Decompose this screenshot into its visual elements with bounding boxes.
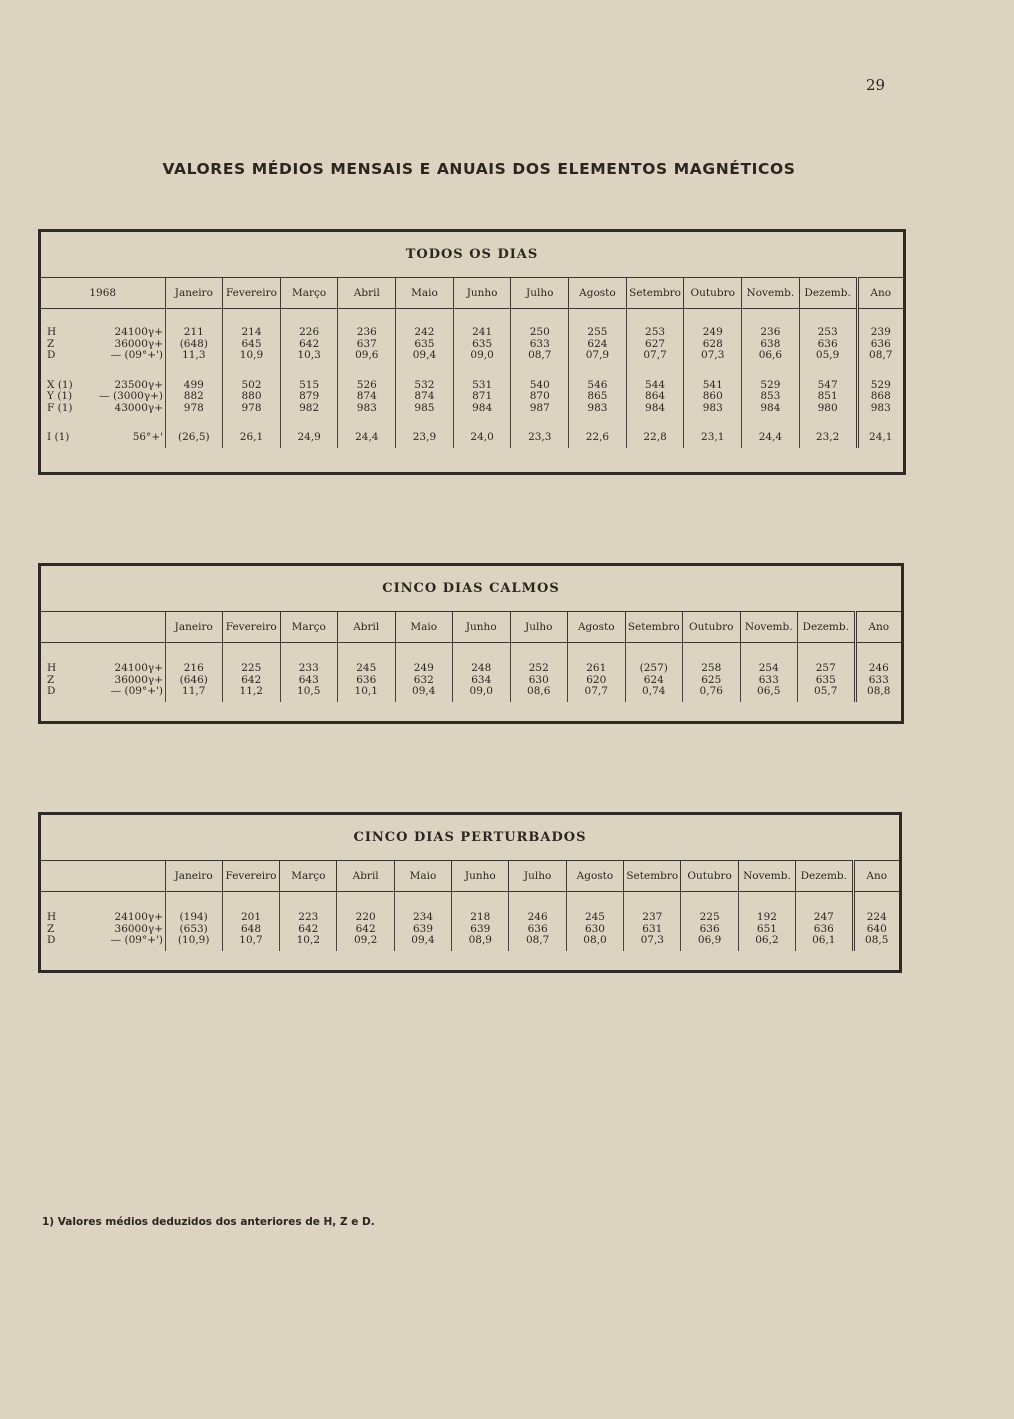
value-cell: 239 636 08,7 bbox=[857, 309, 903, 366]
value-cell: 250 633 08,7 bbox=[511, 309, 569, 366]
value-cell: 544 864 984 bbox=[626, 366, 684, 419]
value-cell: 211 (648) 11,3 bbox=[165, 309, 223, 366]
table-title: CINCO DIAS CALMOS bbox=[382, 581, 560, 596]
row-labels bbox=[41, 418, 165, 448]
month-header-row bbox=[41, 612, 901, 643]
row-labels bbox=[41, 366, 165, 419]
table-title: TODOS OS DIAS bbox=[405, 247, 539, 262]
data-group-i bbox=[41, 418, 903, 448]
value-cell: 242 635 09,4 bbox=[396, 309, 454, 366]
value-cell: 526 874 983 bbox=[338, 366, 396, 419]
element-labels: H Z D bbox=[47, 662, 57, 697]
month-header: Novemb. bbox=[738, 861, 795, 892]
value-cell: 201 648 10,7 bbox=[222, 892, 279, 951]
month-header: Dezemb. bbox=[799, 278, 857, 309]
month-header: Abril bbox=[338, 278, 396, 309]
month-header: Setembro bbox=[625, 612, 683, 643]
month-header: Fevereiro bbox=[223, 278, 281, 309]
value-cell: 23,2 bbox=[799, 418, 857, 448]
value-cell: (26,5) bbox=[165, 418, 223, 448]
month-header: Março bbox=[280, 612, 338, 643]
table-todos-os-dias bbox=[38, 229, 906, 475]
month-header: Outubro bbox=[681, 861, 738, 892]
page-number: 29 bbox=[866, 76, 886, 94]
element-labels: I (1) bbox=[47, 431, 70, 443]
month-header: Ano bbox=[855, 612, 901, 643]
value-cell: 546 865 983 bbox=[569, 366, 627, 419]
value-cell: 547 851 980 bbox=[799, 366, 857, 419]
value-cell: (194) (653) (10,9) bbox=[165, 892, 222, 951]
value-cell: 220 642 09,2 bbox=[337, 892, 394, 951]
value-cell: 24,9 bbox=[280, 418, 338, 448]
value-cell: 249 632 09,4 bbox=[395, 643, 453, 702]
month-header-row bbox=[41, 278, 903, 309]
data-group-hzd bbox=[41, 643, 901, 702]
value-cell: 26,1 bbox=[223, 418, 281, 448]
month-header: Julho bbox=[509, 861, 566, 892]
month-header: Março bbox=[280, 278, 338, 309]
month-header: Fevereiro bbox=[223, 612, 281, 643]
data-group-hzd bbox=[41, 892, 899, 951]
value-cell: 224 640 08,5 bbox=[853, 892, 899, 951]
value-cell: 218 639 08,9 bbox=[452, 892, 509, 951]
value-cell: 24,4 bbox=[742, 418, 800, 448]
month-header: Dezemb. bbox=[796, 861, 853, 892]
value-cell: 248 634 09,0 bbox=[453, 643, 511, 702]
month-header: Janeiro bbox=[165, 861, 222, 892]
month-header: Janeiro bbox=[165, 612, 223, 643]
month-header: Agosto bbox=[569, 278, 627, 309]
base-offsets: 23500γ+ — (3000γ+) 43000γ+ bbox=[99, 378, 163, 414]
month-header: Maio bbox=[396, 278, 454, 309]
month-header: Ano bbox=[857, 278, 903, 309]
value-cell: 252 630 08,6 bbox=[510, 643, 568, 702]
value-cell: 529 868 983 bbox=[857, 366, 903, 419]
row-labels bbox=[41, 892, 165, 951]
value-cell: 540 870 987 bbox=[511, 366, 569, 419]
value-cell: 237 631 07,3 bbox=[624, 892, 681, 951]
value-cell: 192 651 06,2 bbox=[738, 892, 795, 951]
value-cell: 247 636 06,1 bbox=[796, 892, 853, 951]
month-header: Maio bbox=[395, 612, 453, 643]
value-cell: 225 636 06,9 bbox=[681, 892, 738, 951]
base-offsets: 56°+' bbox=[132, 431, 163, 443]
value-cell: 245 636 10,1 bbox=[338, 643, 396, 702]
month-header: Julho bbox=[510, 612, 568, 643]
data-group-hzd bbox=[41, 309, 903, 366]
value-cell: 24,1 bbox=[857, 418, 903, 448]
value-cell: 261 620 07,7 bbox=[568, 643, 626, 702]
row-labels bbox=[41, 643, 165, 702]
value-cell: 216 (646) 11,7 bbox=[165, 643, 223, 702]
element-labels: H Z D bbox=[47, 326, 57, 361]
month-header: Junho bbox=[453, 612, 511, 643]
value-cell: 236 638 06,6 bbox=[742, 309, 800, 366]
value-cell: 249 628 07,3 bbox=[684, 309, 742, 366]
base-offsets: 24100γ+ 36000γ+ — (09°+') bbox=[110, 911, 163, 946]
value-cell: 234 639 09,4 bbox=[394, 892, 451, 951]
month-header: Novemb. bbox=[742, 278, 800, 309]
table-cinco-dias-perturbados bbox=[38, 812, 902, 973]
value-cell: 223 642 10,2 bbox=[280, 892, 337, 951]
value-cell: 233 643 10,5 bbox=[280, 643, 338, 702]
value-cell: 236 637 09,6 bbox=[338, 309, 396, 366]
year-cell: 1968 bbox=[41, 278, 165, 309]
month-header: Outubro bbox=[683, 612, 741, 643]
value-cell: 24,4 bbox=[338, 418, 396, 448]
data-grid bbox=[41, 277, 903, 448]
month-header: Dezemb. bbox=[798, 612, 856, 643]
value-cell: 515 879 982 bbox=[280, 366, 338, 419]
value-cell: 246 633 08,8 bbox=[855, 643, 901, 702]
value-cell: 541 860 983 bbox=[684, 366, 742, 419]
value-cell: 257 635 05,7 bbox=[798, 643, 856, 702]
value-cell: (257) 624 0,74 bbox=[625, 643, 683, 702]
month-header: Agosto bbox=[566, 861, 623, 892]
month-header-row bbox=[41, 861, 899, 892]
value-cell: 532 874 985 bbox=[396, 366, 454, 419]
year-cell bbox=[41, 612, 165, 643]
value-cell: 245 630 08,0 bbox=[566, 892, 623, 951]
month-header: Fevereiro bbox=[222, 861, 279, 892]
value-cell: 23,1 bbox=[684, 418, 742, 448]
table-cinco-dias-calmos bbox=[38, 563, 904, 724]
value-cell: 253 636 05,9 bbox=[799, 309, 857, 366]
month-header: Janeiro bbox=[165, 278, 223, 309]
page-title: VALORES MÉDIOS MENSAIS E ANUAIS DOS ELEMENTOS MAGNÉTICOS bbox=[162, 160, 796, 178]
value-cell: 22,6 bbox=[569, 418, 627, 448]
value-cell: 499 882 978 bbox=[165, 366, 223, 419]
value-cell: 23,9 bbox=[396, 418, 454, 448]
month-header: Setembro bbox=[624, 861, 681, 892]
year-cell bbox=[41, 861, 165, 892]
value-cell: 502 880 978 bbox=[223, 366, 281, 419]
month-header: Novemb. bbox=[740, 612, 798, 643]
month-header: Agosto bbox=[568, 612, 626, 643]
data-grid bbox=[41, 860, 899, 951]
table-title: CINCO DIAS PERTURBADOS bbox=[353, 830, 587, 845]
element-labels: H Z D bbox=[47, 911, 57, 946]
month-header: Outubro bbox=[684, 278, 742, 309]
value-cell: 241 635 09,0 bbox=[453, 309, 511, 366]
value-cell: 225 642 11,2 bbox=[223, 643, 281, 702]
month-header: Abril bbox=[337, 861, 394, 892]
month-header: Junho bbox=[453, 278, 511, 309]
month-header: Março bbox=[280, 861, 337, 892]
month-header: Abril bbox=[338, 612, 396, 643]
value-cell: 253 627 07,7 bbox=[626, 309, 684, 366]
row-labels bbox=[41, 309, 165, 366]
month-header: Junho bbox=[452, 861, 509, 892]
data-grid bbox=[41, 611, 901, 702]
value-cell: 529 853 984 bbox=[742, 366, 800, 419]
element-labels: X (1) Y (1) F (1) bbox=[47, 378, 73, 414]
value-cell: 214 645 10,9 bbox=[223, 309, 281, 366]
data-group-xyf bbox=[41, 366, 903, 419]
footnote: 1) Valores médios deduzidos dos anteriores de H, Z e D. bbox=[42, 1216, 375, 1228]
value-cell: 226 642 10,3 bbox=[280, 309, 338, 366]
value-cell: 254 633 06,5 bbox=[740, 643, 798, 702]
base-offsets: 24100γ+ 36000γ+ — (09°+') bbox=[110, 326, 163, 361]
base-offsets: 24100γ+ 36000γ+ — (09°+') bbox=[110, 662, 163, 697]
value-cell: 531 871 984 bbox=[453, 366, 511, 419]
value-cell: 246 636 08,7 bbox=[509, 892, 566, 951]
value-cell: 23,3 bbox=[511, 418, 569, 448]
month-header: Julho bbox=[511, 278, 569, 309]
value-cell: 258 625 0,76 bbox=[683, 643, 741, 702]
value-cell: 22,8 bbox=[626, 418, 684, 448]
month-header: Maio bbox=[394, 861, 451, 892]
month-header: Setembro bbox=[626, 278, 684, 309]
month-header: Ano bbox=[853, 861, 899, 892]
value-cell: 255 624 07,9 bbox=[569, 309, 627, 366]
value-cell: 24,0 bbox=[453, 418, 511, 448]
